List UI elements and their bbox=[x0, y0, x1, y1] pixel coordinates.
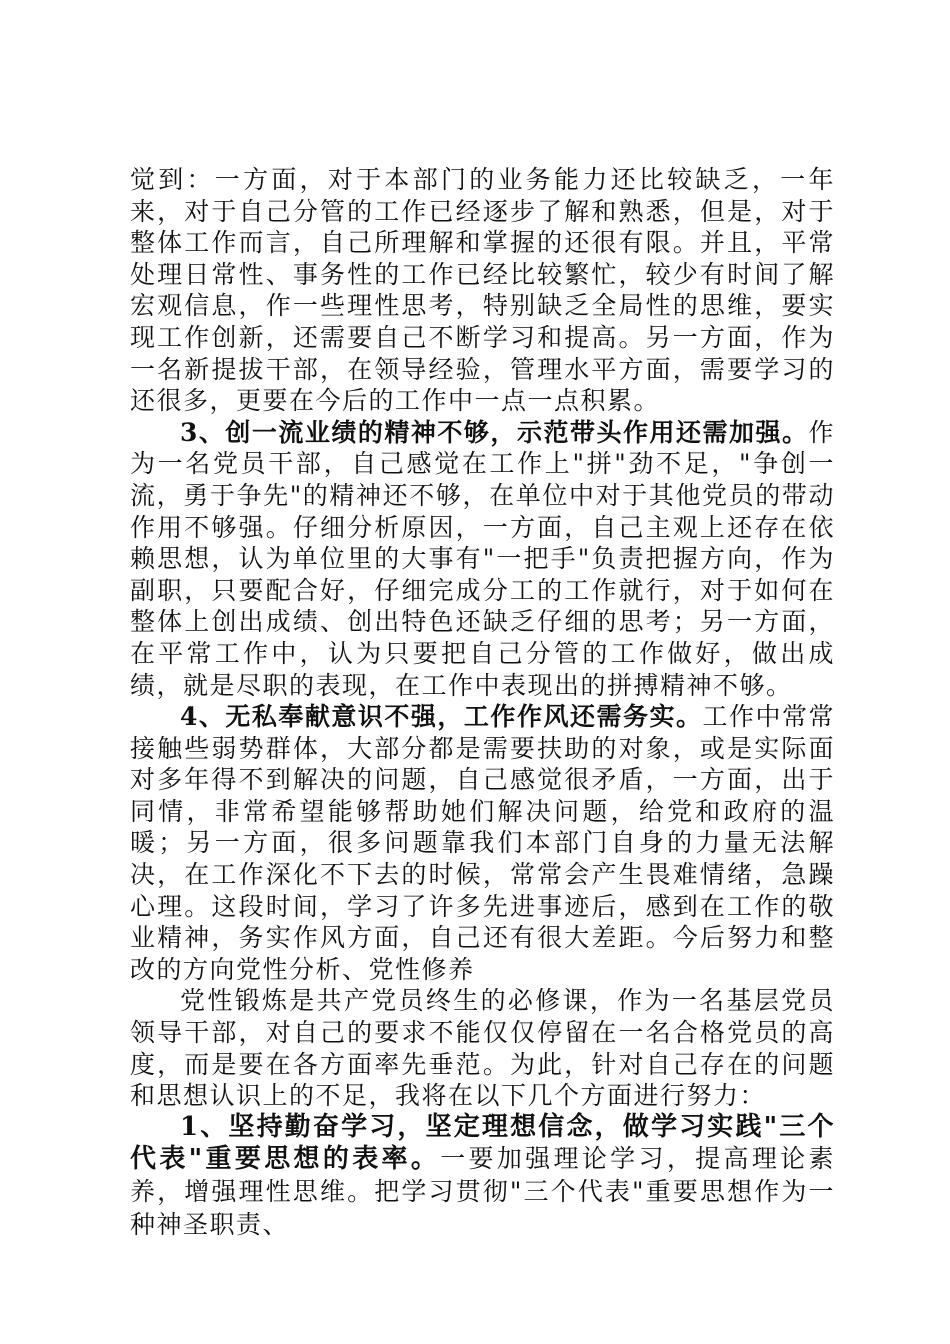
document-body bbox=[130, 164, 835, 1241]
paragraph-4 bbox=[130, 985, 835, 1111]
paragraph-text: 一要加强理论学习，提高理论素养，增强理性思维。把学习贯彻"三个代表"重要思想作为一种神圣职责、 bbox=[130, 1144, 835, 1239]
paragraph-5 bbox=[130, 1112, 835, 1241]
paragraph-heading: 3、创一流业绩的精神不够，示范带头作用还需加强。 bbox=[180, 417, 809, 447]
paragraph-1 bbox=[130, 164, 835, 417]
paragraph-text: 工作中常常接触些弱势群体，大部分都是需要扶助的对象，或是实际面对多年得不到解决的问题，自己感觉很矛盾，一方面，出于同情，非常希望能够帮助她们解决问题，给党和政府的温暖；另一方面，很多问题靠我们本部门自身的力量无法解决，在工作深化不下去的时候，常常会产生畏难情绪，急躁心理。这段时间，学习了许多先进事迹后，感到在工作的敬业精神，务实作风方面，自己还有很大差距。今后努力和整改的方向党性分析、党性修养 bbox=[130, 702, 835, 984]
paragraph-heading: 1、坚持勤奋学习，坚定理想信念，做学习实践"三个代表"重要思想的表率。 bbox=[130, 1111, 835, 1175]
paragraph-text: 党性锻炼是共产党员终生的必修课，作为一名基层党员领导干部，对自己的要求不能仅仅停留在一名合格党员的高度，而是要在各方面率先垂范。为此，针对自己存在的问题和思想认识上的不足，我将在以下几个方面进行努力： bbox=[130, 986, 835, 1111]
paragraph-heading: 4、无私奉献意识不强，工作作风还需务实。 bbox=[180, 702, 703, 732]
paragraph-2 bbox=[130, 417, 835, 701]
paragraph-text: 觉到：一方面，对于本部门的业务能力还比较缺乏，一年来，对于自己分管的工作已经逐步了解和熟悉，但是，对于整体工作而言，自己所理解和掌握的还很有限。并且，平常处理日常性、事务性的工作已经比较繁忙，较少有时间了解宏观信息，作一些理性思考，特别缺乏全局性的思维，要实现工作创新，还需要自己不断学习和提高。另一方面，作为一名新提拔干部，在领导经验，管理水平方面，需要学习的还很多，更要在今后的工作中一点一点积累。 bbox=[130, 165, 835, 416]
paragraph-text: 作为一名党员干部，自己感觉在工作上"拼"劲不足，"争创一流，勇于争先"的精神还不够，在单位中对于其他党员的带动作用不够强。仔细分析原因，一方面，自己主观上还存在依赖思想，认为单位里的大事有"一把手"负责把握方向，作为副职，只要配合好，仔细完成分工的工作就行，对于如何在整体上创出成绩、创出特色还缺乏仔细的思考；另一方面，在平常工作中，认为只要把自己分管的工作做好，做出成绩，就是尽职的表现，在工作中表现出的拼搏精神不够。 bbox=[130, 417, 835, 700]
paragraph-3 bbox=[130, 701, 835, 985]
